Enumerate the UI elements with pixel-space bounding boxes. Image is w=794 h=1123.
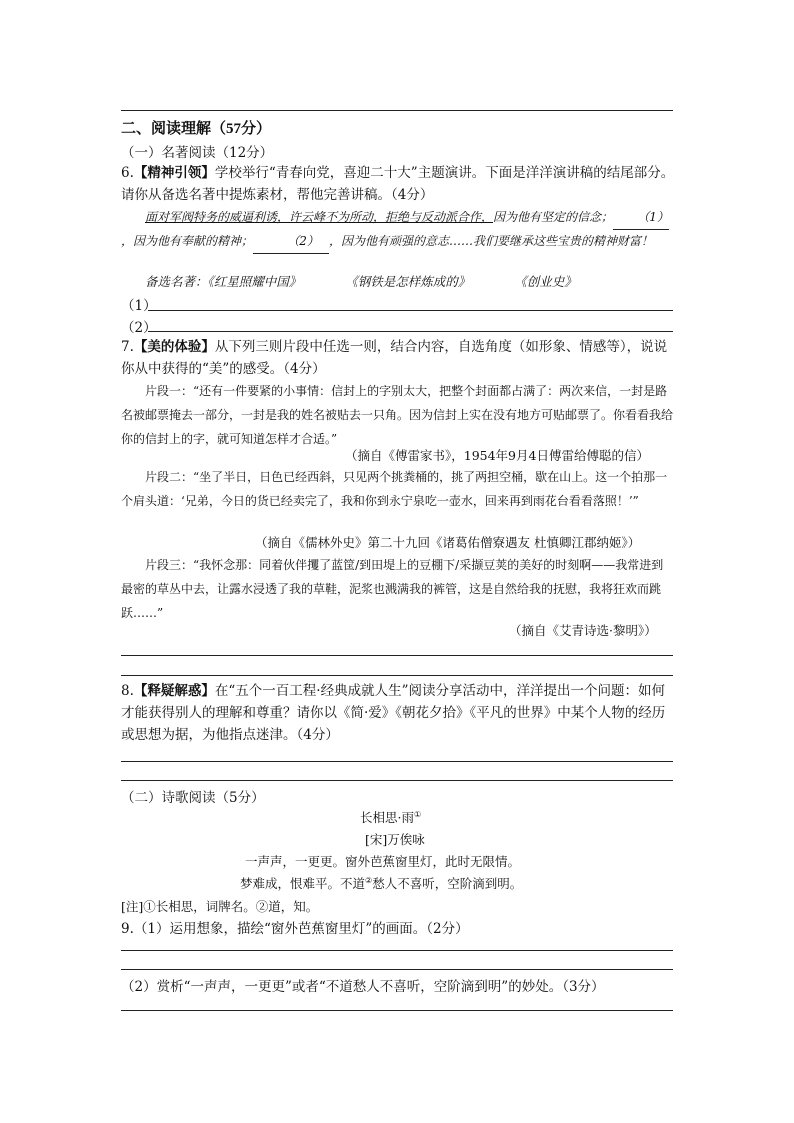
q7-answer-line-2[interactable] xyxy=(121,675,673,676)
poem-line-2 xyxy=(240,874,522,892)
question-8 xyxy=(121,680,676,746)
q9-1-answer-line-2[interactable] xyxy=(121,969,673,970)
poem-line-1: 一声声，一更更。窗外芭蕉窗里灯，此时无限情。 xyxy=(245,854,521,869)
section-title: 二、阅读理解（57分） xyxy=(121,121,272,137)
q6-book-1: 《红星照耀中国》 xyxy=(207,274,302,289)
part1-title: （一）名著阅读（12分） xyxy=(121,145,274,161)
question-6 xyxy=(121,162,676,206)
q8-answer-line-1[interactable] xyxy=(121,761,673,762)
q7-source-1: （摘自《傅雷家书》，1954年9月4日傅雷给傅聪的信） xyxy=(345,448,649,463)
poem-title-text: 长相思·雨 xyxy=(360,810,414,825)
poem-title xyxy=(360,808,421,826)
q7-source-2: （摘自《儒林外史》第二十九回《诸葛佑僧寮遇友 杜慎卿江郡纳姬》） xyxy=(255,535,641,550)
q7-fragment-2: 片段二：“坐了半日，日色已经西斜，只见两个挑粪桶的，挑了两担空桶，歇在山上。这一个拍那一个肩头道：‘兄弟，今日的货已经卖完了，我和你到永宁泉吃一壶水，回来再到雨花台看看落照！’” xyxy=(121,470,668,508)
q6-speech-rest: 因为他有坚定的信念； xyxy=(493,210,614,224)
q7-answer-line-1[interactable] xyxy=(121,655,673,656)
q7-fragment-1: 片段一：“还有一件要紧的小事情：信封上的字别太大，把整个封面都占满了：两次来信，一封是路名被邮票掩去一部分，一封是我的姓名被贴去一只角。因为信封上实在没有地方可贴邮票了。你看看我给你的信封上的字，就可知道怎样才合适。” xyxy=(121,384,674,446)
q8-answer-line-2[interactable] xyxy=(121,780,673,781)
poem-title-note: ① xyxy=(413,809,422,819)
q8-number: 8. xyxy=(121,683,134,699)
q6-tag: 【精神引领】 xyxy=(133,165,215,181)
q9-2-answer-line-1[interactable] xyxy=(121,1010,673,1011)
q6-speech-underlined: 面对军阀特务的威逼利诱，许云峰不为所动，拒绝与反动派合作， xyxy=(145,210,494,224)
q6-speech-mid1: ，因为他有奉献的精神； xyxy=(121,234,254,248)
q6-blank-2-label: （2） xyxy=(287,234,319,248)
q6-book-3: 《创业史》 xyxy=(514,274,577,289)
question-9-2: （2）赏析“一声声，一更更”或者“不道愁人不喜听，空阶滴到明”的妙处。（3分） xyxy=(121,979,605,995)
q6-answer-2-line[interactable] xyxy=(148,331,673,332)
q6-speech xyxy=(121,206,673,254)
q7-source-3: （摘自《艾青诗选·黎明》） xyxy=(509,623,657,638)
q6-books-label: 备选名著： xyxy=(145,274,208,289)
q7-tag: 【美的体验】 xyxy=(133,339,215,355)
q6-answer-2-label: （2） xyxy=(121,320,157,336)
poem-notes: [注]①长相思，词牌名。②道，知。 xyxy=(121,899,319,914)
poem-line-2-note: ② xyxy=(365,875,373,885)
question-7 xyxy=(121,336,676,380)
q6-book-2: 《钢铁是怎样炼成的》 xyxy=(345,274,471,289)
q7-fragment-3: 片段三：“我怀念那：同着伙伴攫了蓝筐/到田堤上的豆棚下/采撷豆荚的美好的时刻啊——我常进到最密的草丛中去，让露水浸透了我的草鞋，泥浆也溅满我的裤管，这是自然给我的抚慰，我将狂欢而跳跃……” xyxy=(121,558,664,620)
q9-1-answer-line-1[interactable] xyxy=(121,950,673,951)
q6-number: 6. xyxy=(121,165,134,181)
q7-text: 从下列三则片段中任选一则，结合内容，自选角度（如形象、情感等），说说你从中获得的“美”的感受。（4分） xyxy=(121,339,668,377)
q6-answer-1-line[interactable] xyxy=(148,310,673,311)
q8-tag: 【释疑解惑】 xyxy=(133,683,215,699)
q6-blank-1-label: （1） xyxy=(637,210,669,224)
poem-line-2a: 梦难成，恨难平。不道 xyxy=(240,876,366,891)
q6-speech-mid2: ，因为他有顽强的意志……我们要继承这些宝贵的精神财富！ xyxy=(329,234,654,248)
q6-text: 学校举行“青春向党，喜迎二十大”主题演讲。下面是洋洋演讲稿的结尾部分。请你从备选名著中提炼素材，帮他完善讲稿。（4分） xyxy=(121,165,675,203)
poem-line-2b: 愁人不喜听，空阶滴到明。 xyxy=(372,876,523,891)
question-9-1: 9.（1）运用想象，描绘“窗外芭蕉窗里灯”的画面。（2分） xyxy=(121,921,469,937)
part2-title: （二）诗歌阅读（5分） xyxy=(121,790,265,806)
q6-answer-1-label: （1） xyxy=(121,298,157,314)
q6-books xyxy=(145,272,577,290)
top-rule xyxy=(121,110,673,111)
q6-blank-1[interactable] xyxy=(613,206,669,230)
q8-text: 在“五个一百工程·经典成就人生”阅读分享活动中，洋洋提出一个问题：如何才能获得别人的理解和尊重？请你以《简·爱》《朝花夕拾》《平凡的世界》中某个人物的经历或思想为据，为他指点迷津。（4分） xyxy=(121,683,666,743)
poem-author: [宋]万俟咏 xyxy=(365,832,425,847)
q6-blank-2[interactable] xyxy=(253,230,329,254)
q7-number: 7. xyxy=(121,339,134,355)
